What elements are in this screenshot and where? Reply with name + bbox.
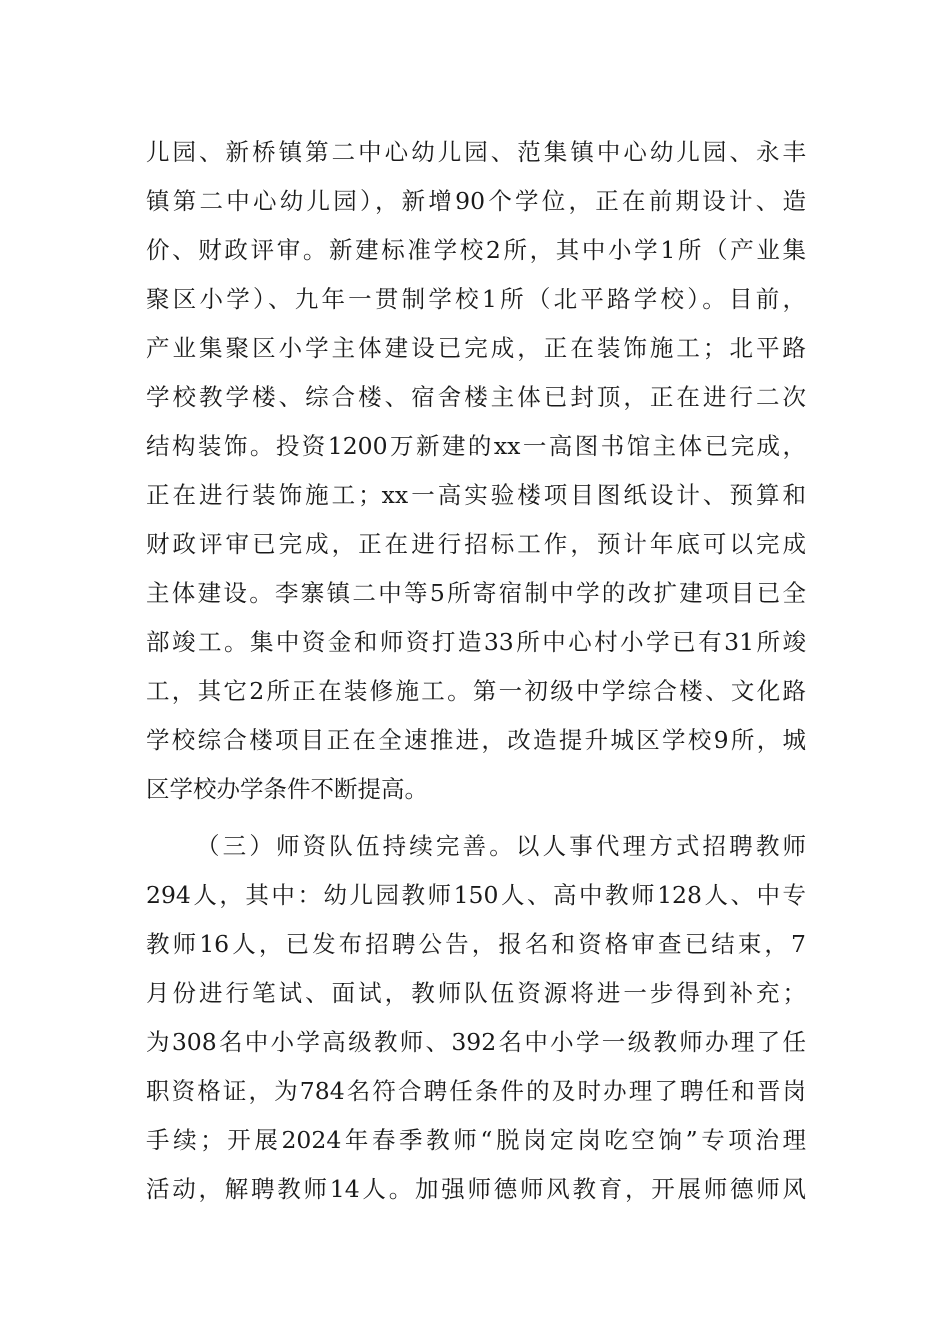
text-line: 教师16人，已发布招聘公告，报名和资格审查已结束，7 <box>146 930 806 958</box>
text-line: 月份进行笔试、面试，教师队伍资源将进一步得到补充； <box>146 979 806 1007</box>
section-heading-line: （三）师资队伍持续完善。以人事代理方式招聘教师 <box>196 832 806 860</box>
text-line: 主体建设。李寨镇二中等5所寄宿制中学的改扩建项目已全 <box>146 579 806 607</box>
text-line: 为308名中小学高级教师、392名中小学一级教师办理了任 <box>146 1028 806 1056</box>
text-line: 工，其它2所正在装修施工。第一初级中学综合楼、文化路 <box>146 677 806 705</box>
text-line: 学校综合楼项目正在全速推进，改造提升城区学校9所，城 <box>146 726 806 754</box>
text-line: 学校教学楼、综合楼、宿舍楼主体已封顶，正在进行二次 <box>146 383 806 411</box>
text-line: 部竣工。集中资金和师资打造33所中心村小学已有31所竣 <box>146 628 806 656</box>
text-line: 镇第二中心幼儿园），新增90个学位，正在前期设计、造 <box>146 187 806 215</box>
text-line: 儿园、新桥镇第二中心幼儿园、范集镇中心幼儿园、永丰 <box>146 138 806 166</box>
text-line: 聚区小学）、九年一贯制学校1所（北平路学校）。目前， <box>146 285 806 313</box>
text-line: 活动，解聘教师14人。加强师德师风教育，开展师德师风 <box>146 1175 806 1203</box>
text-line: 手续；开展2024年春季教师“脱岗定岗吃空饷”专项治理 <box>146 1126 806 1154</box>
text-line: 结构装饰。投资1200万新建的xx一高图书馆主体已完成， <box>146 432 806 460</box>
text-line: 职资格证，为784名符合聘任条件的及时办理了聘任和晋岗 <box>146 1077 806 1105</box>
text-line: 正在进行装饰施工；xx一高实验楼项目图纸设计、预算和 <box>146 481 806 509</box>
text-line: 产业集聚区小学主体建设已完成，正在装饰施工；北平路 <box>146 334 806 362</box>
text-line: 294人，其中：幼儿园教师150人、高中教师128人、中专 <box>146 881 806 909</box>
text-line: 财政评审已完成，正在进行招标工作，预计年底可以完成 <box>146 530 806 558</box>
text-line: 区学校办学条件不断提高。 <box>146 775 428 803</box>
text-line: 价、财政评审。新建标准学校2所，其中小学1所（产业集 <box>146 236 806 264</box>
